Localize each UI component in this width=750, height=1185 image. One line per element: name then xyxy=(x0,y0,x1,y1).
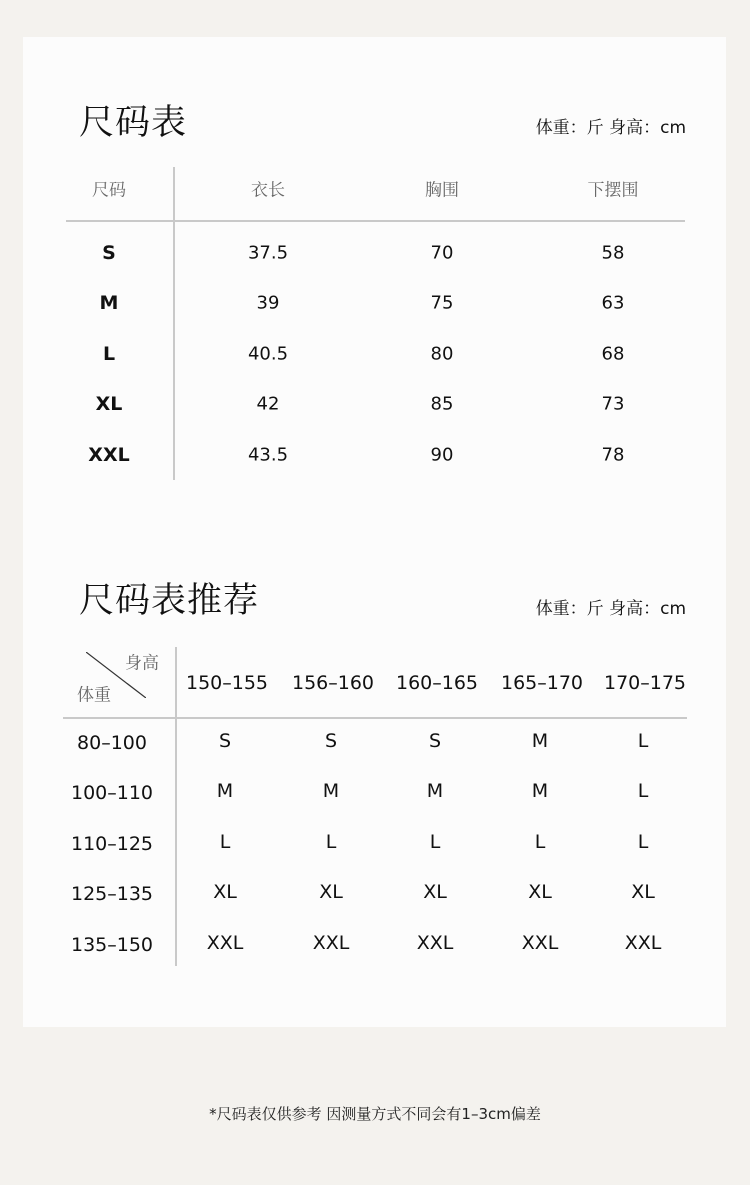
table-cell: 43.5 xyxy=(247,444,289,466)
recommended-size: XL xyxy=(631,881,655,903)
table-cell: 40.5 xyxy=(247,343,289,365)
header-divider xyxy=(66,220,685,222)
table-cell: 37.5 xyxy=(247,242,289,264)
recommended-size: L xyxy=(637,730,649,752)
recommended-size: XXL xyxy=(416,932,454,954)
table-cell: 70 xyxy=(430,242,454,264)
height-range-header: 160–165 xyxy=(395,672,479,694)
table-header-cell: 衣长 xyxy=(251,180,285,201)
weight-range-label: 100–110 xyxy=(70,782,154,804)
table-cell: 85 xyxy=(430,393,454,415)
size-chart-title: 尺码表 xyxy=(79,103,188,143)
recommended-size: XL xyxy=(528,881,552,903)
recommendation-unit-note: 体重：斤 身高：cm xyxy=(535,599,686,619)
weight-range-label: 80–100 xyxy=(77,732,147,754)
table-cell: 58 xyxy=(601,242,625,264)
table-cell: 78 xyxy=(601,444,625,466)
recommended-size: L xyxy=(429,831,441,853)
height-range-header: 170–175 xyxy=(603,672,687,694)
recommended-size: L xyxy=(637,780,649,802)
header-divider-2 xyxy=(63,717,687,719)
size-label: L xyxy=(102,343,116,365)
size-label: S xyxy=(102,242,116,264)
recommended-size: M xyxy=(426,780,444,802)
recommended-size: S xyxy=(428,730,442,752)
corner-label-height: 身高 xyxy=(125,653,159,674)
recommended-size: XL xyxy=(423,881,447,903)
recommended-size: M xyxy=(216,780,234,802)
recommended-size: L xyxy=(219,831,231,853)
recommended-size: XL xyxy=(213,881,237,903)
table-header-cell: 胸围 xyxy=(425,180,459,201)
recommended-size: XXL xyxy=(521,932,559,954)
height-range-header: 150–155 xyxy=(185,672,269,694)
size-label: XL xyxy=(95,393,123,415)
table-cell: 90 xyxy=(430,444,454,466)
recommended-size: L xyxy=(637,831,649,853)
recommended-size: S xyxy=(218,730,232,752)
size-chart-unit-note: 体重：斤 身高：cm xyxy=(535,118,686,138)
column-divider xyxy=(173,167,175,480)
table-cell: 42 xyxy=(256,393,280,415)
recommended-size: M xyxy=(531,780,549,802)
table-header-cell: 尺码 xyxy=(92,180,126,201)
size-label: M xyxy=(99,292,119,314)
height-range-header: 165–170 xyxy=(500,672,584,694)
recommended-size: M xyxy=(322,780,340,802)
table-cell: 39 xyxy=(256,292,280,314)
column-divider-2 xyxy=(175,647,177,966)
corner-label-weight: 体重 xyxy=(77,685,111,706)
size-label: XXL xyxy=(88,444,130,466)
table-cell: 73 xyxy=(601,393,625,415)
recommended-size: XXL xyxy=(624,932,662,954)
height-range-header: 156–160 xyxy=(291,672,375,694)
weight-range-label: 110–125 xyxy=(70,833,154,855)
recommended-size: XL xyxy=(319,881,343,903)
recommended-size: L xyxy=(534,831,546,853)
recommended-size: L xyxy=(325,831,337,853)
weight-range-label: 125–135 xyxy=(70,883,154,905)
table-header-cell: 下摆围 xyxy=(587,180,639,201)
footnote: *尺码表仅供参考 因测量方式不同会有1–3cm偏差 xyxy=(209,1105,541,1123)
table-cell: 80 xyxy=(430,343,454,365)
table-cell: 75 xyxy=(430,292,454,314)
table-cell: 68 xyxy=(601,343,625,365)
recommended-size: XXL xyxy=(312,932,350,954)
recommended-size: XXL xyxy=(206,932,244,954)
weight-range-label: 135–150 xyxy=(70,934,154,956)
recommended-size: M xyxy=(531,730,549,752)
recommendation-title: 尺码表推荐 xyxy=(79,581,260,621)
table-cell: 63 xyxy=(601,292,625,314)
recommended-size: S xyxy=(324,730,338,752)
